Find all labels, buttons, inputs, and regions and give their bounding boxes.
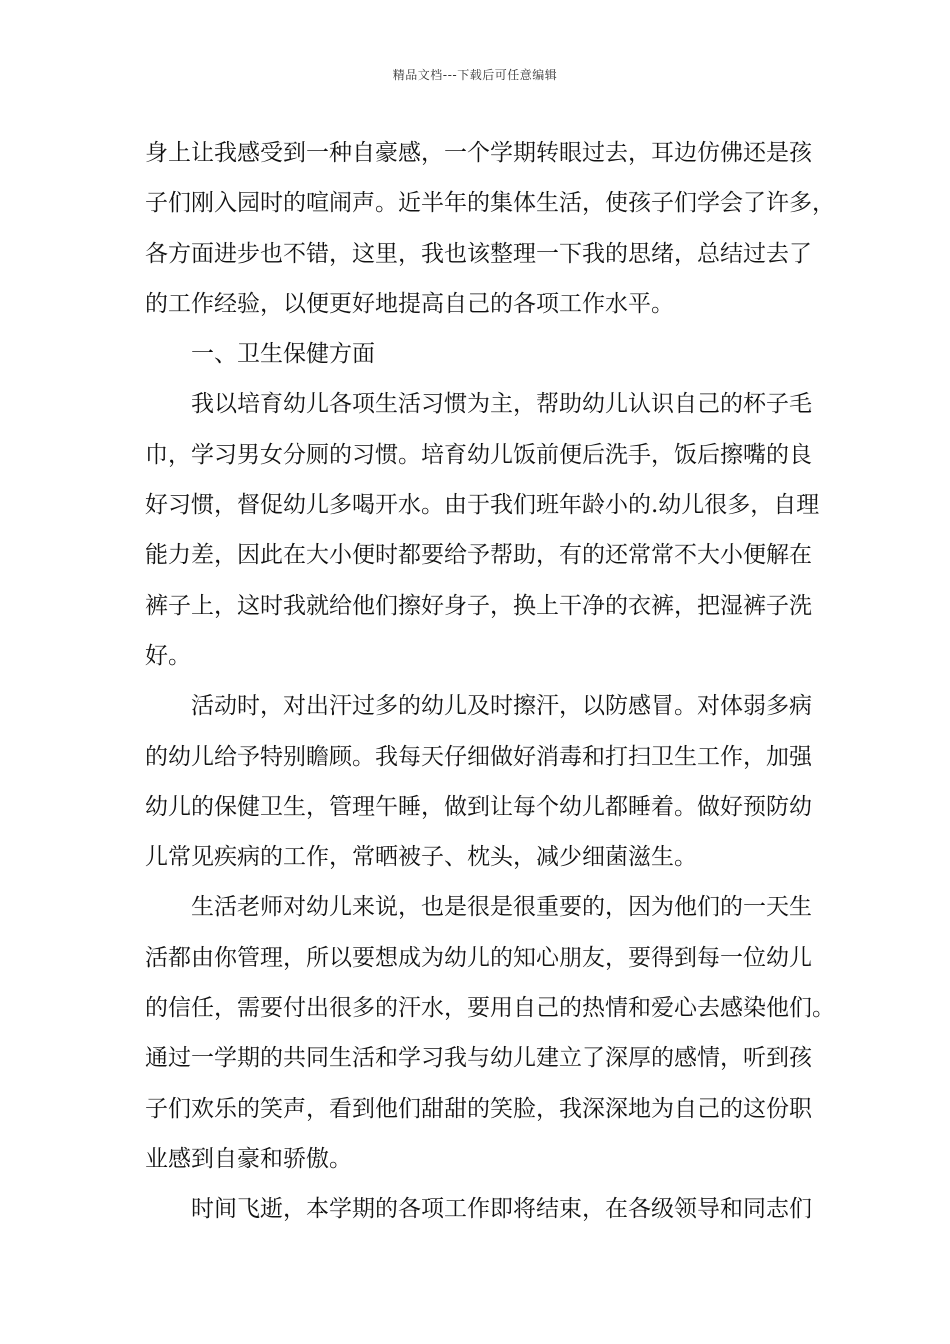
text-line: 生活老师对幼儿来说，也是很是很重要的，因为他们的一天生 (191, 894, 812, 921)
text-line: 好习惯，督促幼儿多喝开水。由于我们班年龄小的.幼儿很多，自理 (145, 492, 820, 519)
page-header: 精品文档---下载后可任意编辑 (392, 68, 558, 82)
text-line: 活都由你管理，所以要想成为幼儿的知心朋友，要得到每一位幼儿 (145, 944, 812, 971)
text-line: 业感到自豪和骄傲。 (145, 1145, 352, 1172)
text-line: 活动时，对出汗过多的幼儿及时擦汗，以防感冒。对体弱多病 (191, 693, 812, 720)
text-line: 的幼儿给予特别瞻顾。我每天仔细做好消毒和打扫卫生工作，加强 (145, 743, 812, 770)
text-line: 能力差，因此在大小便时都要给予帮助，有的还常常不大小便解在 (145, 542, 812, 569)
text-line: 巾，学习男女分厕的习惯。培育幼儿饭前便后洗手，饭后擦嘴的良 (145, 441, 812, 468)
text-line: 各方面进步也不错，这里，我也该整理一下我的思绪，总结过去了 (145, 240, 812, 267)
document-body (145, 128, 835, 1235)
text-line: 身上让我感受到一种自豪感，一个学期转眼过去，耳边仿佛还是孩 (145, 140, 812, 166)
text-line: 时间飞逝，本学期的各项工作即将结束，在各级领导和同志们 (191, 1196, 812, 1223)
text-line: 儿常见疾病的工作，常晒被子、枕头，减少细菌滋生。 (145, 844, 697, 871)
text-line: 幼儿的保健卫生，管理午睡，做到让每个幼儿都睡着。做好预防幼 (145, 793, 812, 820)
text-line: 我以培育幼儿各项生活习惯为主，帮助幼儿认识自己的杯子毛 (191, 391, 812, 418)
text-line: 通过一学期的共同生活和学习我与幼儿建立了深厚的感情，听到孩 (145, 1045, 812, 1072)
text-line: 好。 (145, 642, 191, 669)
text-line: 子们欢乐的笑声，看到他们甜甜的笑脸，我深深地为自己的这份职 (145, 1095, 812, 1122)
text-line: 的信任，需要付出很多的汗水，要用自己的热情和爱心去感染他们。 (145, 995, 835, 1022)
text-line: 一、卫生保健方面 (191, 341, 375, 368)
text-line: 裤子上，这时我就给他们擦好身子，换上干净的衣裤，把湿裤子洗 (145, 592, 812, 619)
text-line: 的工作经验，以便更好地提高自己的各项工作水平。 (145, 290, 674, 317)
text-line: 子们刚入园时的喧闹声。近半年的集体生活，使孩子们学会了许多， (145, 190, 835, 217)
